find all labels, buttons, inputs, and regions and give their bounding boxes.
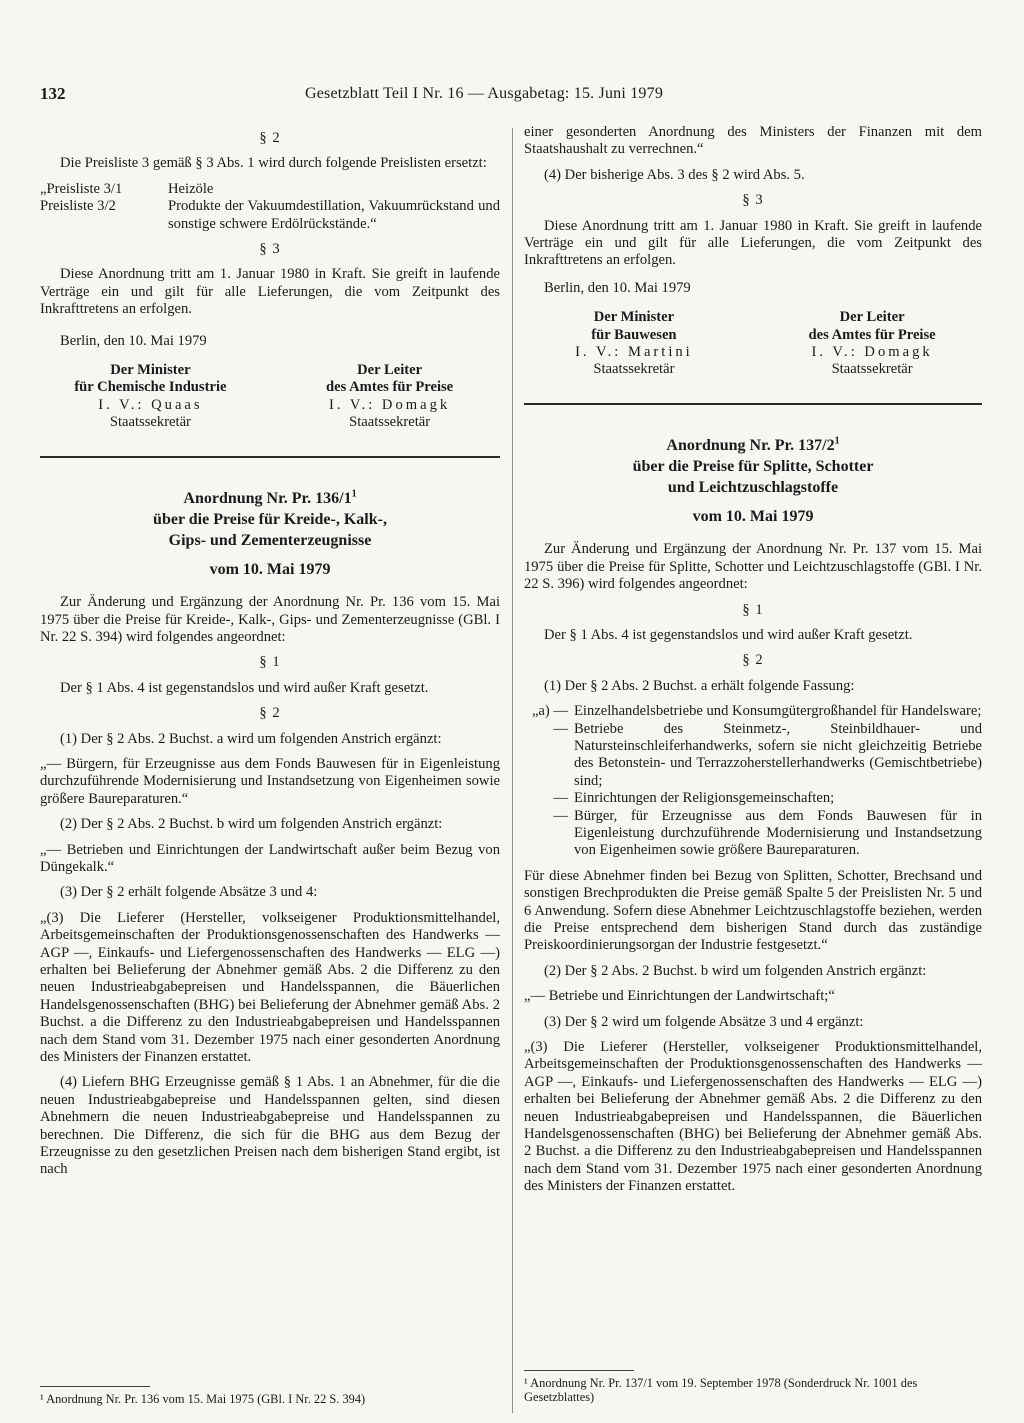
paragraph: Zur Änderung und Ergänzung der Anordnung Nr. Pr. 136 vom 15. Mai 1975 über die Preise für Kreide-, Kalk-, Gips- und Zementerzeugnisse (GBl. I Nr. 22 S. 394) wird folgendes angeordnet: [40,594,500,645]
signature-left [524,309,744,379]
preisliste-row [40,181,500,198]
section-heading: § 2 [742,652,764,669]
right-column [524,124,982,1204]
dash-list [524,703,982,860]
paragraph: einer gesonderten Anordnung des Ministers der Finanzen mit dem Staatshaushalt zu verrechnen.“ [524,124,982,158]
list-marker: — [553,720,568,737]
preisliste-text: Heizöle [168,180,214,197]
signature-name: I. V.: Quaas [98,396,203,413]
section-heading: § 3 [742,192,764,209]
list-item-text: Bürger, für Erzeugnisse aus dem Fonds Bauwesen für in Eigenleistung durchzuführende Modernisierung und Instandsetzung von Eigenheimen sowie größere Baureparaturen. [574,807,982,859]
paragraph: (3) Der § 2 wird um folgende Absätze 3 und 4 ergänzt: [544,1013,864,1030]
signature-title: Staatssekretär [349,414,431,431]
signature-role: des Amtes für Preise [808,326,936,343]
ordinance-date: vom 10. Mai 1979 [692,507,814,525]
signature-role: für Bauwesen [591,326,677,343]
paragraph: (3) Der § 2 erhält folgende Absätze 3 und 4: [60,884,318,901]
running-title: Gesetzblatt Teil I Nr. 16 — Ausgabetag: 15. Juni 1979 [305,85,664,102]
signature-role: Der Leiter [839,309,905,326]
ordinance-title-line: und Leichtzuschlagstoffe [667,478,839,496]
ordinance-title [524,435,982,456]
signature-role: für Chemische Industrie [74,379,227,396]
paragraph: Der § 1 Abs. 4 ist gegenstandslos und wird außer Kraft gesetzt. [60,679,429,696]
paragraph: „(3) Die Lieferer (Hersteller, volkseigener Produktionsmittelhandel, Arbeitsgemeinschaften der Produktionsgenossenschaften des Handwerks — AGP —, Einkaufs- und Liefergenossenschaften des Handwerks — ELG —) erhalten bei Belieferung der Abnehmer gemäß Abs. 2 die Differenz zu den neuen Industrieabgabepreisen und Handelsspannen, die Bäuerlichen Handelsgenossenschaften (BHG) bei Belieferung der Abnehmer gemäß Abs. 2 Buchst. a die Differenz zu den Industrieabgabepreisen und Handelsspannen nach dem Stand vom 31. Dezember 1975 nach einer gesonderten Anordnung des Ministers der Finanzen erstattet. [40,909,500,1066]
section-rule [524,403,982,405]
list-item [524,703,982,720]
paragraph: Diese Anordnung tritt am 1. Januar 1980 in Kraft. Sie greift in laufende Verträge ein und gilt für alle Lieferungen, die vom Zeitpunkt des Inkrafttretens an erfolgen. [40,266,500,318]
signature-name: I. V.: Martini [575,344,693,361]
preisliste-text: Produkte der Vakuumdestillation, Vakuumrückstand und sonstige schwere Erdölrückstände.“ [168,198,500,232]
signature-title: Staatssekretär [593,361,675,378]
list-item [524,721,982,791]
page-header [40,85,995,107]
section-heading: § 1 [259,654,281,671]
paragraph: Der § 1 Abs. 4 ist gegenstandslos und wird außer Kraft gesetzt. [544,626,913,643]
signature-role: des Amtes für Preise [326,379,454,396]
ordinance-title-line: Anordnung Nr. Pr. 137/2 [666,436,835,454]
paragraph: Die Preisliste 3 gemäß § 3 Abs. 1 wird durch folgende Preislisten ersetzt: [60,155,487,172]
footnote-marker: 1 [834,435,840,447]
ordinance-title-line: Anordnung Nr. Pr. 136/1 [183,489,352,507]
paragraph: (4) Der bisherige Abs. 3 des § 2 wird Abs. 5. [544,166,805,183]
footnote-right: ¹ Anordnung Nr. Pr. 137/1 vom 19. September 1978 (Sonderdruck Nr. 1001 des Gesetzblattes) [524,1376,918,1404]
paragraph: (4) Liefern BHG Erzeugnisse gemäß § 1 Abs. 1 an Abnehmer, für die die neuen Industrieabgabepreise und Handelsspannen gelten, sind diesen Abnehmern die neuen Industrieabgabepreise und Handelsspannen zu berechnen. Die Differenz, die sich für die BHG aus dem Bezug der Erzeugnisse zu den gesetzlichen Preisen nach dem bisherigen Stand ergibt, ist nach [40,1074,500,1178]
footnote-rule [524,1370,634,1371]
signature-right [279,362,500,432]
list-item [524,790,982,807]
preislisten-list [40,181,500,233]
footnote-rule [40,1386,150,1387]
paragraph: (1) Der § 2 Abs. 2 Buchst. a erhält folgende Fassung: [544,677,855,694]
ordinance-title-line: Gips- und Zementerzeugnisse [168,531,372,549]
signature-name: I. V.: Domagk [811,344,933,361]
signature-right [762,309,982,379]
dash-item: „— Bürgern, für Erzeugnisse aus dem Fonds Bauwesen für in Eigenleistung durchzuführende Modernisierung und Instandsetzung von Eigenheimen sowie größere Baureparaturen.“ [40,755,500,807]
preisliste-label: Preisliste 3/2 [40,198,116,215]
list-marker: — [553,807,568,824]
left-column [40,124,500,1187]
signature-role: Der Minister [110,362,191,379]
list-item-text: Einzelhandelsbetriebe und Konsumgütergroßhandel für Handelsware; [574,703,982,720]
paragraph: Zur Änderung und Ergänzung der Anordnung Nr. Pr. 137 vom 15. Mai 1975 über die Preise für Splitte, Schotter und Leichtzuschlagstoffe (GBl. I Nr. 22 S. 396) wird folgendes angeordnet: [524,541,982,593]
footnote-marker: 1 [351,488,357,500]
paragraph: „(3) Die Lieferer (Hersteller, volkseigener Produktionsmittelhandel, Arbeitsgemeinschaften der Produktionsgenossenschaften des Handwerks — AGP —, Einkaufs- und Liefergenossenschaften des Handwerks — ELG —) erhalten bei Belieferung der Abnehmer gemäß Abs. 2 die Differenz zu den neuen Industrieabgabepreisen und Handelsspannen, die Bäuerlichen Handelsgenossenschaften (BHG) bei Belieferung der Abnehmer gemäß Abs. 2 Buchst. a die Differenz zu den Industrieabgabepreisen und Handelsspannen nach dem Stand vom 31. Dezember 1975 nach einer gesonderten Anordnung des Ministers der Finanzen erstattet. [524,1039,982,1195]
preisliste-row [40,198,500,233]
ordinance-date: vom 10. Mai 1979 [209,560,331,578]
dash-item: „— Betriebe und Einrichtungen der Landwirtschaft;“ [524,988,835,1005]
section-heading: § 2 [259,130,281,146]
place-date: Berlin, den 10. Mai 1979 [60,332,207,349]
signature-left [40,362,261,432]
signature-role: Der Minister [593,309,675,326]
section-rule [40,456,500,458]
section-heading: § 3 [259,241,281,258]
place-date: Berlin, den 10. Mai 1979 [544,279,691,296]
page-number: 132 [40,84,66,103]
dash-item: „— Betrieben und Einrichtungen der Landwirtschaft außer beim Bezug von Düngekalk.“ [40,841,500,875]
section-heading: § 1 [742,601,764,618]
signature-block [40,362,500,432]
preisliste-label: „Preisliste 3/1 [40,180,123,197]
paragraph: (1) Der § 2 Abs. 2 Buchst. a wird um folgenden Anstrich ergänzt: [60,730,442,747]
footnote-left: ¹ Anordnung Nr. Pr. 136 vom 15. Mai 1975 (GBl. I Nr. 22 S. 394) [40,1392,366,1406]
list-item [524,808,982,860]
paragraph: Diese Anordnung tritt am 1. Januar 1980 in Kraft. Sie greift in laufende Verträge ein und gilt für alle Lieferungen, die vom Zeitpunkt des Inkrafttretens an erfolgen. [524,217,982,269]
signature-role: Der Leiter [357,362,423,379]
paragraph: Für diese Abnehmer finden bei Bezug von Splitten, Schotter, Brechsand und sonstigen Brechprodukten die Preise gemäß Spalte 5 der Preislisten Nr. 5 und 6 Anwendung. Sofern diese Abnehmer Leichtzuschlagstoffe beziehen, werden die Preise entsprechend dem bisherigen Stand durch das zuständige Preiskoordinierungsorgan der Industrie festgesetzt.“ [524,867,982,954]
section-heading: § 2 [259,705,281,722]
signature-block [524,309,982,379]
list-marker: — [553,790,568,807]
signature-title: Staatssekretär [109,414,191,431]
list-marker: „a) — [531,703,568,720]
ordinance-title-line: über die Preise für Kreide-, Kalk-, [153,510,387,528]
list-item-text: Einrichtungen der Religionsgemeinschaften; [574,790,835,807]
list-item-text: Betriebe des Steinmetz-, Steinbildhauer- und Natursteinschleiferhandwerks, sofern sie nicht gleichzeitig Betriebe des Betonstein- und Terrazzoherstellerhandwerks (Gemischtbetriebe) sind; [574,720,982,789]
signature-title: Staatssekretär [831,361,913,378]
ordinance-title-line: über die Preise für Splitte, Schotter [632,457,874,475]
ordinance-title [40,488,500,509]
column-divider [512,128,513,1413]
paragraph: (2) Der § 2 Abs. 2 Buchst. b wird um folgenden Anstrich ergänzt: [544,962,927,979]
signature-name: I. V.: Domagk [329,396,451,413]
paragraph: (2) Der § 2 Abs. 2 Buchst. b wird um folgenden Anstrich ergänzt: [60,816,443,833]
